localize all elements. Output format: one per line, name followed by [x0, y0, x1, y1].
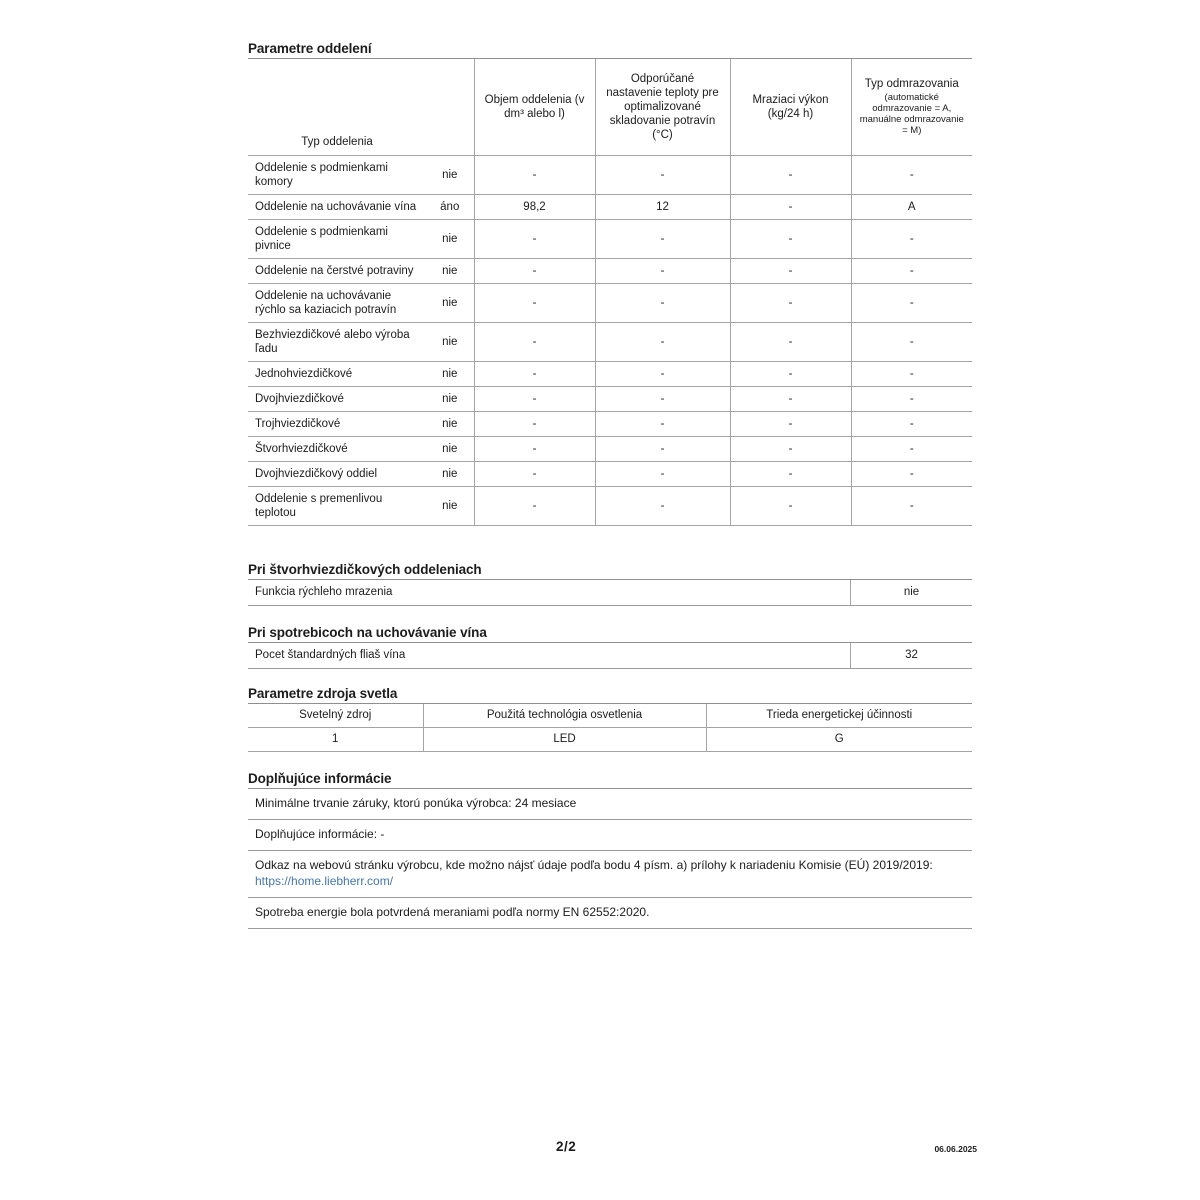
wine-bottles-value: 32 [850, 643, 972, 668]
compartment-cell-freeze: - [730, 155, 851, 194]
compartment-cell-present: nie [426, 361, 474, 386]
compartment-cell-temp: - [595, 322, 730, 361]
compartment-cell-defrost: - [851, 322, 972, 361]
additional-info-section [248, 771, 972, 929]
manufacturer-website-link[interactable]: https://home.liebherr.com/ [255, 873, 394, 888]
fast-freeze-value: nie [850, 580, 972, 605]
compartment-cell-volume: - [474, 436, 595, 461]
compartment-cell-defrost: - [851, 411, 972, 436]
compartment-cell-volume: - [474, 486, 595, 525]
col-header-present-empty [426, 59, 474, 155]
compartment-cell-volume: - [474, 219, 595, 258]
col-header-objem-oddelenia: Objem oddelenia (v dm³ alebo l) [474, 59, 595, 155]
four-star-row [248, 580, 972, 606]
light-source-header-row [248, 704, 972, 728]
compartment-row [248, 461, 972, 486]
compartment-row [248, 361, 972, 386]
compartment-cell-present: áno [426, 194, 474, 219]
col-header-trieda-ucinnosti: Trieda energetickej účinnosti [706, 704, 972, 728]
compartment-row [248, 155, 972, 194]
compartment-cell-volume: - [474, 258, 595, 283]
col-header-typ-odmrazovania [851, 59, 972, 155]
compartment-row [248, 486, 972, 525]
energy-note-row: Spotreba energie bola potvrdená meraniami podľa normy EN 62552:2020. [248, 898, 972, 929]
compartment-cell-defrost: - [851, 461, 972, 486]
compartment-cell-defrost: - [851, 283, 972, 322]
additional-info-title: Doplňujúce informácie [248, 771, 972, 789]
four-star-title: Pri štvorhviezdičkových oddeleniach [248, 562, 972, 580]
col-header-typ-odmrazovania-note: (automatické odmrazovanie = A, manuálne odmrazovanie = M) [859, 92, 964, 137]
compartment-cell-temp: - [595, 436, 730, 461]
compartments-title: Parametre oddelení [248, 41, 972, 59]
compartment-cell-temp: 12 [595, 194, 730, 219]
compartment-cell-present: nie [426, 436, 474, 461]
compartment-cell-label: Oddelenie na uchovávanie vína [248, 194, 426, 219]
compartment-cell-label: Bezhviezdičkové alebo výroba ľadu [248, 322, 426, 361]
compartment-cell-volume: - [474, 386, 595, 411]
compartments-table [248, 59, 972, 526]
compartment-cell-defrost: A [851, 194, 972, 219]
wine-row [248, 643, 972, 669]
compartment-cell-present: nie [426, 258, 474, 283]
compartment-cell-volume: - [474, 411, 595, 436]
compartment-cell-defrost: - [851, 155, 972, 194]
compartment-cell-label: Oddelenie s podmienkami komory [248, 155, 426, 194]
compartment-cell-volume: - [474, 283, 595, 322]
fast-freeze-label: Funkcia rýchleho mrazenia [255, 585, 393, 598]
compartment-cell-label: Štvorhviezdičkové [248, 436, 426, 461]
col-header-odporucana-teplota: Odporúčané nastavenie teploty pre optimalizované skladovanie potravín (°C) [595, 59, 730, 155]
col-header-typ-odmrazovania-main: Typ odmrazovania [864, 78, 959, 91]
compartment-cell-defrost: - [851, 258, 972, 283]
compartment-cell-freeze: - [730, 461, 851, 486]
light-source-title: Parametre zdroja svetla [248, 686, 972, 704]
page-number: 2/2 [556, 1139, 577, 1154]
col-header-svetelny-zdroj: Svetelný zdroj [248, 704, 423, 728]
compartment-cell-freeze: - [730, 361, 851, 386]
compartment-cell-label: Dvojhviezdičkové [248, 386, 426, 411]
compartment-cell-defrost: - [851, 486, 972, 525]
compartment-cell-present: nie [426, 386, 474, 411]
compartment-cell-present: nie [426, 322, 474, 361]
compartment-row [248, 436, 972, 461]
compartment-cell-label: Oddelenie na čerstvé potraviny [248, 258, 426, 283]
light-source-count: 1 [248, 727, 423, 751]
compartment-cell-freeze: - [730, 436, 851, 461]
compartment-cell-defrost: - [851, 436, 972, 461]
light-source-technology: LED [423, 727, 706, 751]
compartment-cell-volume: - [474, 155, 595, 194]
compartment-cell-defrost: - [851, 219, 972, 258]
compartment-cell-present: nie [426, 461, 474, 486]
compartment-cell-temp: - [595, 411, 730, 436]
compartment-cell-freeze: - [730, 258, 851, 283]
compartment-cell-label: Trojhviezdičkové [248, 411, 426, 436]
compartment-cell-defrost: - [851, 361, 972, 386]
compartment-row [248, 219, 972, 258]
compartment-row [248, 322, 972, 361]
compartment-cell-freeze: - [730, 411, 851, 436]
compartments-rows [248, 155, 972, 525]
light-source-table [248, 704, 972, 752]
compartment-cell-defrost: - [851, 386, 972, 411]
compartment-cell-volume: 98,2 [474, 194, 595, 219]
compartment-cell-temp: - [595, 283, 730, 322]
compartment-cell-present: nie [426, 283, 474, 322]
compartment-cell-freeze: - [730, 219, 851, 258]
compartment-row [248, 194, 972, 219]
compartment-cell-label: Oddelenie s premenlivou teplotou [248, 486, 426, 525]
compartment-cell-volume: - [474, 361, 595, 386]
compartment-cell-present: nie [426, 219, 474, 258]
compartment-cell-label: Jednohviezdičkové [248, 361, 426, 386]
compartment-cell-freeze: - [730, 283, 851, 322]
compartment-cell-temp: - [595, 258, 730, 283]
wine-title: Pri spotrebicoch na uchovávanie vína [248, 625, 972, 643]
compartment-cell-volume: - [474, 461, 595, 486]
compartment-cell-temp: - [595, 155, 730, 194]
website-row [248, 851, 972, 898]
website-text: Odkaz na webovú stránku výrobcu, kde možno nájsť údaje podľa bodu 4 písm. a) prílohy k nariadeniu Komisie (EÚ) 2019/2019: [255, 857, 933, 872]
wine-bottles-label: Pocet štandardných fliaš vína [255, 648, 406, 661]
warranty-row: Minimálne trvanie záruky, ktorú ponúka výrobca: 24 mesiace [248, 789, 972, 820]
compartment-row [248, 258, 972, 283]
light-source-value-row [248, 727, 972, 751]
compartment-cell-present: nie [426, 411, 474, 436]
compartment-cell-label: Dvojhviezdičkový oddiel [248, 461, 426, 486]
four-star-section [248, 562, 972, 606]
compartment-cell-volume: - [474, 322, 595, 361]
compartment-row [248, 283, 972, 322]
compartment-cell-temp: - [595, 361, 730, 386]
light-source-energy-class: G [706, 727, 972, 751]
col-header-technologia: Použitá technológia osvetlenia [423, 704, 706, 728]
compartment-cell-freeze: - [730, 486, 851, 525]
compartment-cell-freeze: - [730, 322, 851, 361]
compartment-cell-label: Oddelenie na uchovávanie rýchlo sa kaziacich potravín [248, 283, 426, 322]
extra-info-row: Doplňujúce informácie: - [248, 820, 972, 851]
wine-section [248, 625, 972, 669]
compartment-cell-freeze: - [730, 194, 851, 219]
compartment-cell-temp: - [595, 461, 730, 486]
compartment-cell-temp: - [595, 386, 730, 411]
compartment-cell-present: nie [426, 486, 474, 525]
compartment-cell-freeze: - [730, 386, 851, 411]
compartment-cell-temp: - [595, 486, 730, 525]
col-header-typ-oddelenia: Typ oddelenia [248, 59, 426, 155]
compartment-cell-label: Oddelenie s podmienkami pivnice [248, 219, 426, 258]
compartment-cell-temp: - [595, 219, 730, 258]
date-stamp: 06.06.2025 [934, 1144, 977, 1154]
compartment-cell-present: nie [426, 155, 474, 194]
compartment-row [248, 411, 972, 436]
col-header-mraziaci-vykon: Mraziaci výkon (kg/24 h) [730, 59, 851, 155]
compartment-row [248, 386, 972, 411]
light-source-section [248, 686, 972, 752]
page-content [248, 41, 972, 929]
compartments-header-row [248, 59, 972, 155]
